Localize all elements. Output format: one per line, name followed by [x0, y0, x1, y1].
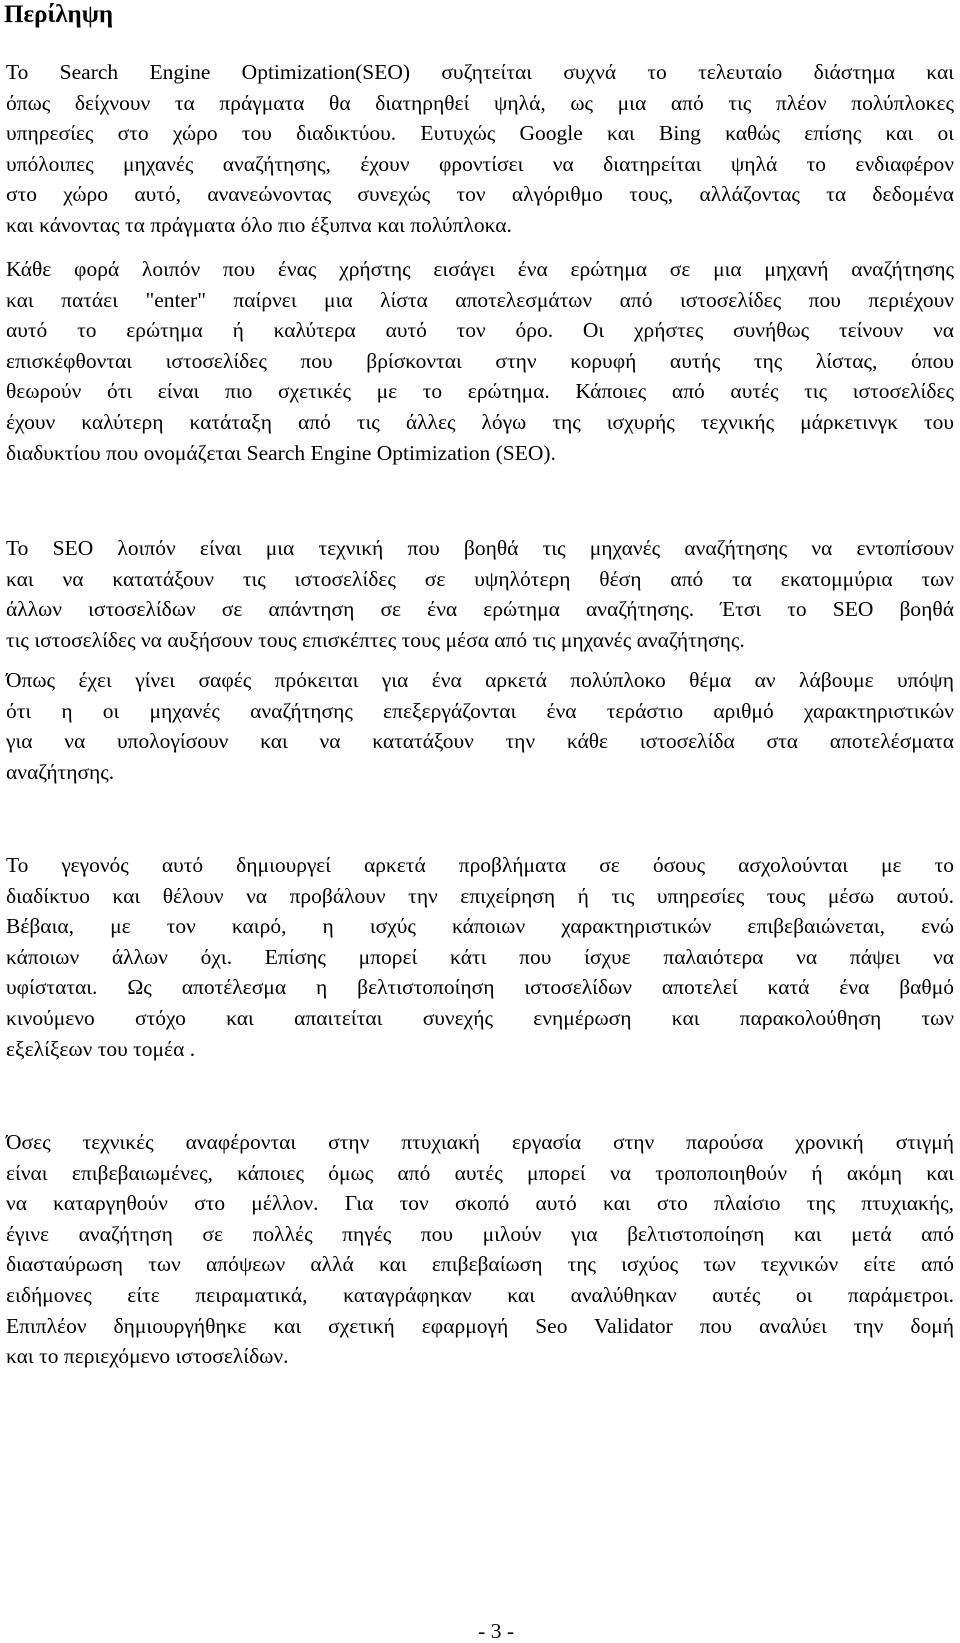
text-line: εξελίξεων του τομέα . — [6, 1036, 196, 1061]
text-line: και το περιεχόμενο ιστοσελίδων. — [6, 1344, 289, 1369]
page-number: - 3 - — [478, 1619, 514, 1643]
text-line: υφίσταται. Ως αποτέλεσμα η βελτιστοποίηση ιστοσελίδων αποτελεί κατά ένα βαθμό — [6, 975, 954, 1000]
text-line: να καταργηθούν στο μέλλον. Για τον σκοπό αυτό και στο πλαίσιο της πτυχιακής, — [6, 1191, 954, 1216]
text-line: κινούμενο στόχο και απαιτείται συνεχής ενημέρωση και παρακολούθηση των — [6, 1005, 954, 1030]
text-line: Το γεγονός αυτό δημιουργεί αρκετά προβλήματα σε όσους ασχολούνται με το — [6, 853, 954, 877]
text-line: και να κατατάξουν τις ιστοσελίδες σε υψηλότερη θέση από τα εκατομμύρια των — [6, 566, 954, 591]
text-line: τις ιστοσελίδες να αυξήσουν τους επισκέπτες τους μέσα από τις μηχανές αναζήτησης. — [6, 627, 745, 652]
text-line: επισκέφθονται ιστοσελίδες που βρίσκονται στην κορυφή αυτής της λίστας, όπου — [6, 348, 954, 373]
text-line: Όσες τεχνικές αναφέρονται στην πτυχιακή εργασία στην παρούσα χρονική στιγμή — [6, 1130, 954, 1154]
text-line: To Search Engine Optimization(SEO) συζητείται συχνά το τελευταίο διάστημα και — [6, 60, 954, 84]
text-line: όπως δείχνουν τα πράγματα θα διατηρηθεί ψηλά, ως μια από τις πλέον πολύπλοκες — [6, 90, 954, 115]
paragraph-search-results — [6, 254, 954, 468]
paragraph-seo-intro — [6, 57, 954, 241]
page-footer — [0, 1619, 960, 1643]
text-line: Όπως έχει γίνει σαφές πρόκειται για ένα αρκετά πολύπλοκο θέμα αν λάβουμε υπόψη — [6, 668, 954, 692]
text-line: διαδυκτίου που ονομάζεται Search Engine Optimization (SEO). — [6, 440, 556, 465]
paragraph-problems — [6, 850, 954, 1064]
text-line: άλλων ιστοσελίδων σε απάντηση σε ένα ερώτημα αναζήτησης. Έτσι το SEO βοηθά — [6, 597, 954, 622]
text-line: ειδήμονες είτε πειραματικά, καταγράφηκαν και αναλύθηκαν αυτές οι παράμετροι. — [6, 1282, 954, 1307]
text-line: έγινε αναζήτηση σε πολλές πηγές που μιλούν για βελτιστοποίηση και μετά από — [6, 1221, 954, 1246]
page-heading: Περίληψη — [4, 1, 114, 28]
text-line: στο χώρο αυτό, ανανεώνοντας συνεχώς τον αλγόριθμο τους, αλλάζοντας τα δεδομένα — [6, 182, 954, 207]
text-line: αυτό το ερώτημα ή καλύτερα αυτό τον όρο. Οι χρήστες συνήθως τείνουν να — [6, 318, 954, 343]
text-line: Βέβαια, με τον καιρό, η ισχύς κάποιων χαρακτηριστικών επιβεβαιώνεται, ενώ — [6, 914, 954, 939]
text-line: κάποιων άλλων όχι. Επίσης μπορεί κάτι που ίσχυε παλαιότερα να πάψει να — [6, 944, 954, 969]
text-line: θεωρούν ότι είναι πιο σχετικές με το ερώτημα. Κάποιες από αυτές τις ιστοσελίδες — [6, 379, 954, 404]
text-line: διαδίκτυο και θέλουν να προβάλουν την επιχείρηση ή τις υπηρεσίες τους μέσω αυτού. — [6, 883, 954, 908]
paragraph-seo-definition — [6, 533, 954, 655]
text-line: έχουν καλύτερη κατάταξη από τις άλλες λόγω της ισχυρής τεχνικής μάρκετινγκ του — [6, 409, 954, 434]
paragraph-techniques — [6, 1127, 954, 1372]
text-line: διασταύρωση των απόψεων αλλά και επιβεβαίωση της ισχύος των τεχνικών είτε από — [6, 1252, 954, 1277]
text-line: ότι η οι μηχανές αναζήτησης επεξεργάζονται ένα τεράστιο αριθμό χαρακτηριστικών — [6, 698, 954, 723]
text-line: και πατάει "enter" παίρνει μια λίστα αποτελεσμάτων από ιστοσελίδες που περιέχουν — [6, 287, 954, 312]
text-line: Επιπλέον δημιουργήθηκε και σχετική εφαρμογή Seo Validator που αναλύει την δομή — [6, 1313, 954, 1338]
text-line: υπηρεσίες στο χώρο του διαδικτύου. Ευτυχώς Google και Bing καθώς επίσης και οι — [6, 121, 954, 146]
text-line: και κάνοντας τα πράγματα όλο πιο έξυπνα και πολύπλοκα. — [6, 212, 512, 237]
text-line: αναζήτησης. — [6, 759, 115, 784]
text-line: Κάθε φορά λοιπόν που ένας χρήστης εισάγει ένα ερώτημα σε μια μηχανή αναζήτησης — [6, 257, 954, 281]
text-line: για να υπολογίσουν και να κατατάξουν την κάθε ιστοσελίδα στα αποτελέσματα — [6, 729, 954, 754]
text-line: Το SEO λοιπόν είναι μια τεχνική που βοηθά τις μηχανές αναζήτησης να εντοπίσουν — [6, 536, 954, 560]
text-line: υπόλοιπες μηχανές αναζήτησης, έχουν φροντίσει να διατηρείται ψηλά το ενδιαφέρον — [6, 151, 954, 176]
text-line: είναι επιβεβαιωμένες, κάποιες όμως από αυτές μπορεί να τροποποιηθούν ή ακόμη και — [6, 1160, 954, 1185]
paragraph-complexity — [6, 665, 954, 787]
